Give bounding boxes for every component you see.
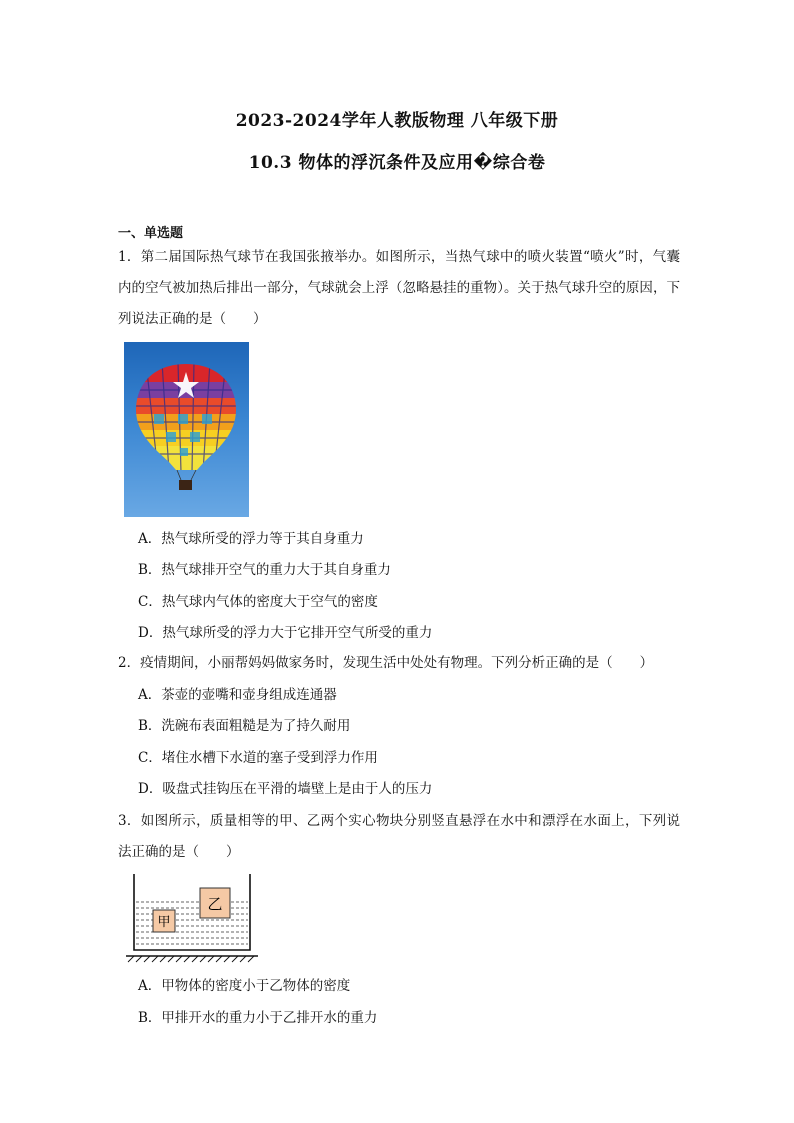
section-heading: 一、单选题: [118, 226, 184, 241]
question-3-text: 3．如图所示，质量相等的甲、乙两个实心物块分别竖直悬浮在水中和漂浮在水面上，下列说法正确的是（ ）: [118, 813, 680, 860]
tank-diagram: [124, 872, 260, 964]
water-tank-figure: [124, 872, 260, 964]
block-yi-label: 乙: [207, 895, 223, 913]
question-1-option-c: C．热气球内气体的密度大于空气的密度: [138, 594, 378, 610]
block-jia-label: 甲: [157, 915, 171, 930]
question-1-option-b: B．热气球排开空气的重力大于其自身重力: [138, 562, 391, 578]
ground-hatching: [128, 956, 254, 962]
hot-air-balloon-image: [124, 342, 249, 517]
question-2-option-c: C．堵住水槽下水道的塞子受到浮力作用: [138, 750, 378, 766]
question-2-option-b: B．洗碗布表面粗糙是为了持久耐用: [138, 718, 351, 734]
question-1-option-d: D．热气球所受的浮力大于它排开空气所受的重力: [138, 625, 433, 641]
hot-air-balloon-illustration: [124, 342, 249, 517]
document-subtitle: 10.3 物体的浮沉条件及应用�综合卷: [248, 153, 546, 173]
question-1-text: 1．第二届国际热气球节在我国张掖举办。如图所示，当热气球中的喷火装置“喷火”时，气囊内的空气被加热后排出一部分，气球就会上浮（忽略悬挂的重物）。关于热气球升空的原因，下列说法正确的是（ ）: [118, 249, 680, 327]
question-3-option-a: A．甲物体的密度小于乙物体的密度: [138, 978, 351, 994]
question-2-option-a: A．茶壶的壶嘴和壶身组成连通器: [138, 687, 337, 703]
question-1-option-a: A．热气球所受的浮力等于其自身重力: [138, 531, 364, 547]
document-title: 2023-2024学年人教版物理 八年级下册: [235, 111, 559, 131]
question-2-text: 2．疫情期间，小丽帮妈妈做家务时，发现生活中处处有物理。下列分析正确的是（ ）: [118, 655, 654, 671]
container-walls: [134, 874, 250, 950]
question-3-option-b: B．甲排开水的重力小于乙排开水的重力: [138, 1010, 378, 1026]
question-2-option-d: D．吸盘式挂钩压在平滑的墙壁上是由于人的压力: [138, 781, 433, 797]
